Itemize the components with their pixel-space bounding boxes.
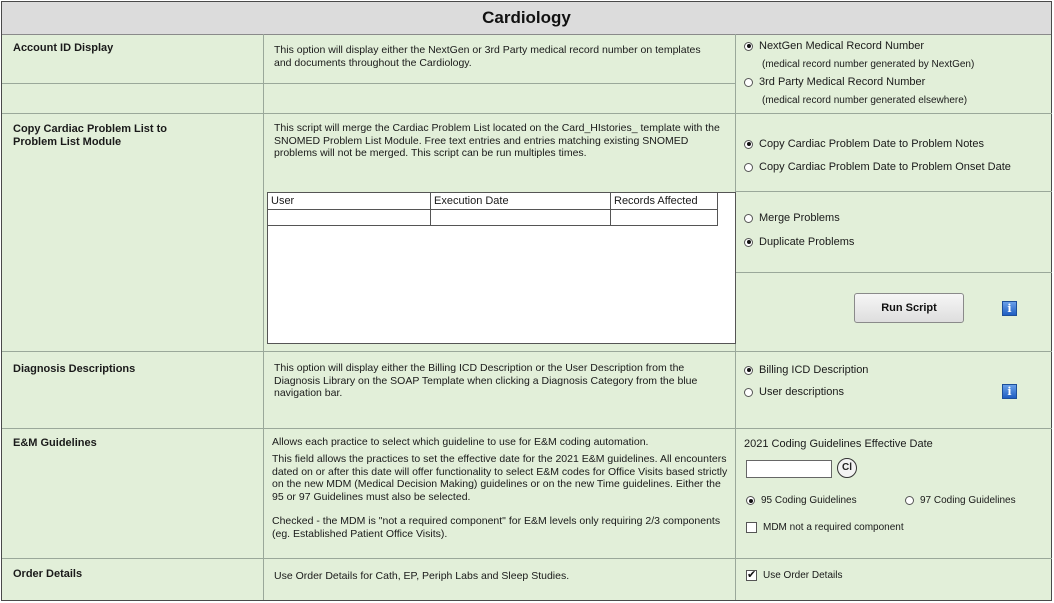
- radio-selected-icon: [744, 140, 753, 149]
- radio-nextgen-mrn[interactable]: NextGen Medical Record Number: [744, 40, 924, 52]
- radio-selected-icon: [744, 238, 753, 247]
- cardiology-panel: [1, 1, 1052, 601]
- radio-selected-icon: [744, 366, 753, 375]
- em-desc-3: Checked - the MDM is "not a required component" for E&M levels only requiring 2/3 components (eg. Established Patient Office Visits).: [272, 515, 721, 540]
- em-desc-1: Allows each practice to select which guideline to use for E&M coding automation.: [272, 436, 649, 448]
- use-order-details-checkbox[interactable]: ✔ Use Order Details: [746, 570, 842, 581]
- info-icon[interactable]: i: [1002, 301, 1017, 316]
- radio-unselected-icon: [744, 163, 753, 172]
- copy-cardiac-label: Copy Cardiac Problem List to Problem List Module: [13, 123, 168, 148]
- radio-97-guidelines[interactable]: 97 Coding Guidelines: [905, 495, 1016, 506]
- em-label: E&M Guidelines: [13, 437, 97, 449]
- checkmark-icon: [746, 570, 757, 581]
- order-details-label: Order Details: [13, 568, 83, 580]
- copy-cardiac-desc: This script will merge the Cardiac Problem List located on the Card_HIstories_ template with the SNOMED Problem List Module. Free text entries and entries matching existing SNOMED problems will not be merged. This script can be run multiples times.: [274, 122, 720, 159]
- col-user[interactable]: User: [268, 193, 431, 209]
- em-desc-2: This field allows the practices to set the effective date for the 2021 E&M guidelines. All encounters dated on or after this date will offer functionality to select E&M codes for Office Visits based strictly on the new MDM (Medical Decision Making) guidelines or on the new Time guidelines. Either the 95 or 97 Guidelines must also be selected.: [272, 453, 728, 503]
- radio-merge-problems[interactable]: Merge Problems: [744, 212, 840, 224]
- radio-copy-to-notes[interactable]: Copy Cardiac Problem Date to Problem Notes: [744, 138, 984, 150]
- run-script-button[interactable]: Run Script: [854, 293, 964, 323]
- diagnosis-label: Diagnosis Descriptions: [13, 363, 136, 375]
- radio-unselected-icon: [744, 214, 753, 223]
- script-history-grid[interactable]: [267, 192, 736, 344]
- col-execution-date[interactable]: Execution Date: [431, 193, 611, 209]
- calendar-icon[interactable]: Cl: [837, 458, 857, 478]
- radio-95-guidelines[interactable]: 95 Coding Guidelines: [746, 495, 857, 506]
- radio-billing-icd[interactable]: Billing ICD Description: [744, 364, 868, 376]
- 3rd-party-mrn-note: (medical record number generated elsewhere): [762, 95, 968, 106]
- diagnosis-desc: This option will display either the Billing ICD Description or the User Description from the Diagnosis Library on the SOAP Template when clicking a Diagnosis Category from the blue navigation bar.: [274, 362, 698, 399]
- info-icon[interactable]: i: [1002, 384, 1017, 399]
- page-title: Cardiology: [2, 2, 1051, 35]
- account-id-desc: This option will display either the NextGen or 3rd Party medical record number on templates and documents throughout the Cardiology.: [274, 44, 701, 69]
- radio-unselected-icon: [905, 496, 914, 505]
- order-details-desc: Use Order Details for Cath, EP, Periph Labs and Sleep Studies.: [274, 570, 570, 582]
- effective-date-label: 2021 Coding Guidelines Effective Date: [744, 438, 933, 450]
- col-records-affected[interactable]: Records Affected: [611, 193, 718, 209]
- mdm-checkbox[interactable]: MDM not a required component: [746, 522, 904, 533]
- account-id-label: Account ID Display: [13, 42, 114, 54]
- radio-duplicate-problems[interactable]: Duplicate Problems: [744, 236, 854, 248]
- radio-user-descriptions[interactable]: User descriptions: [744, 386, 844, 398]
- radio-unselected-icon: [744, 388, 753, 397]
- radio-unselected-icon: [744, 78, 753, 87]
- effective-date-input[interactable]: [746, 460, 832, 478]
- checkbox-unchecked-icon: [746, 522, 757, 533]
- grid-header: [268, 193, 718, 210]
- radio-selected-icon: [744, 42, 753, 51]
- nextgen-mrn-note: (medical record number generated by NextGen): [762, 59, 975, 70]
- table-row[interactable]: [268, 209, 718, 226]
- radio-copy-to-onset[interactable]: Copy Cardiac Problem Date to Problem Onset Date: [744, 161, 1011, 173]
- radio-selected-icon: [746, 496, 755, 505]
- radio-3rd-party-mrn[interactable]: 3rd Party Medical Record Number: [744, 76, 925, 88]
